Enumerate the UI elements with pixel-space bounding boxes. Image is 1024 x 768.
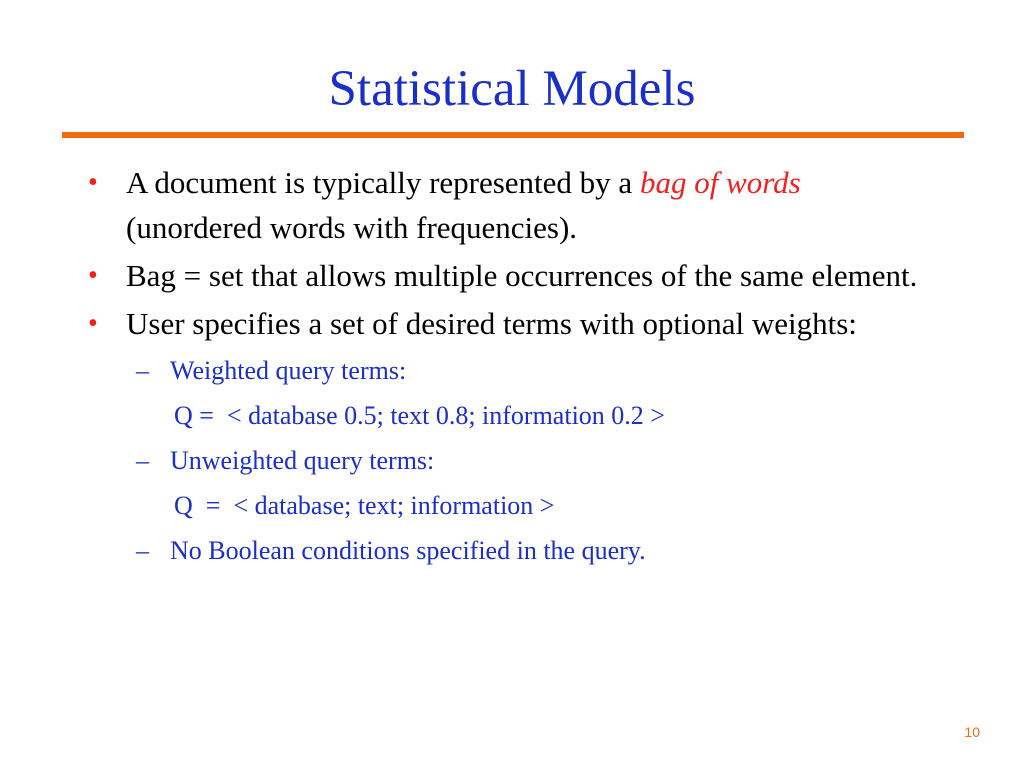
emphasis-text: bag of words [639, 165, 801, 200]
sub-bullet-text: Weighted query terms: [170, 356, 407, 385]
dash-icon: – [136, 536, 149, 565]
dash-icon: – [136, 446, 149, 475]
query-example: Q = < database; text; information > [174, 491, 555, 520]
dash-icon: – [136, 356, 149, 385]
page-number: 10 [964, 724, 980, 740]
sub-bullet-item [0, 349, 1024, 393]
bullet-text: A document is typically represented by a [126, 165, 640, 200]
bullet-item [0, 253, 1024, 298]
sub-bullet-text: No Boolean conditions specified in the query. [170, 536, 646, 565]
slide-title: Statistical Models [328, 61, 696, 117]
bullet-dot-icon: • [88, 167, 98, 198]
bullet-list [0, 160, 1024, 573]
bullet-text: (unordered words with frequencies). [126, 210, 578, 245]
sub-bullet-item [0, 439, 1024, 483]
bullet-item [0, 160, 1024, 250]
bullet-text: User specifies a set of desired terms with optional weights: [126, 306, 857, 341]
query-example: Q = < database 0.5; text 0.8; information 0.2 > [174, 401, 665, 430]
bullet-item [0, 301, 1024, 346]
sub-bullet-text: Unweighted query terms: [170, 446, 435, 475]
title-divider [62, 132, 964, 138]
sub-bullet-item [0, 529, 1024, 573]
bullet-dot-icon: • [88, 260, 98, 291]
bullet-dot-icon: • [88, 308, 98, 339]
bullet-text: Bag = set that allows multiple occurrences of the same element. [126, 258, 918, 293]
